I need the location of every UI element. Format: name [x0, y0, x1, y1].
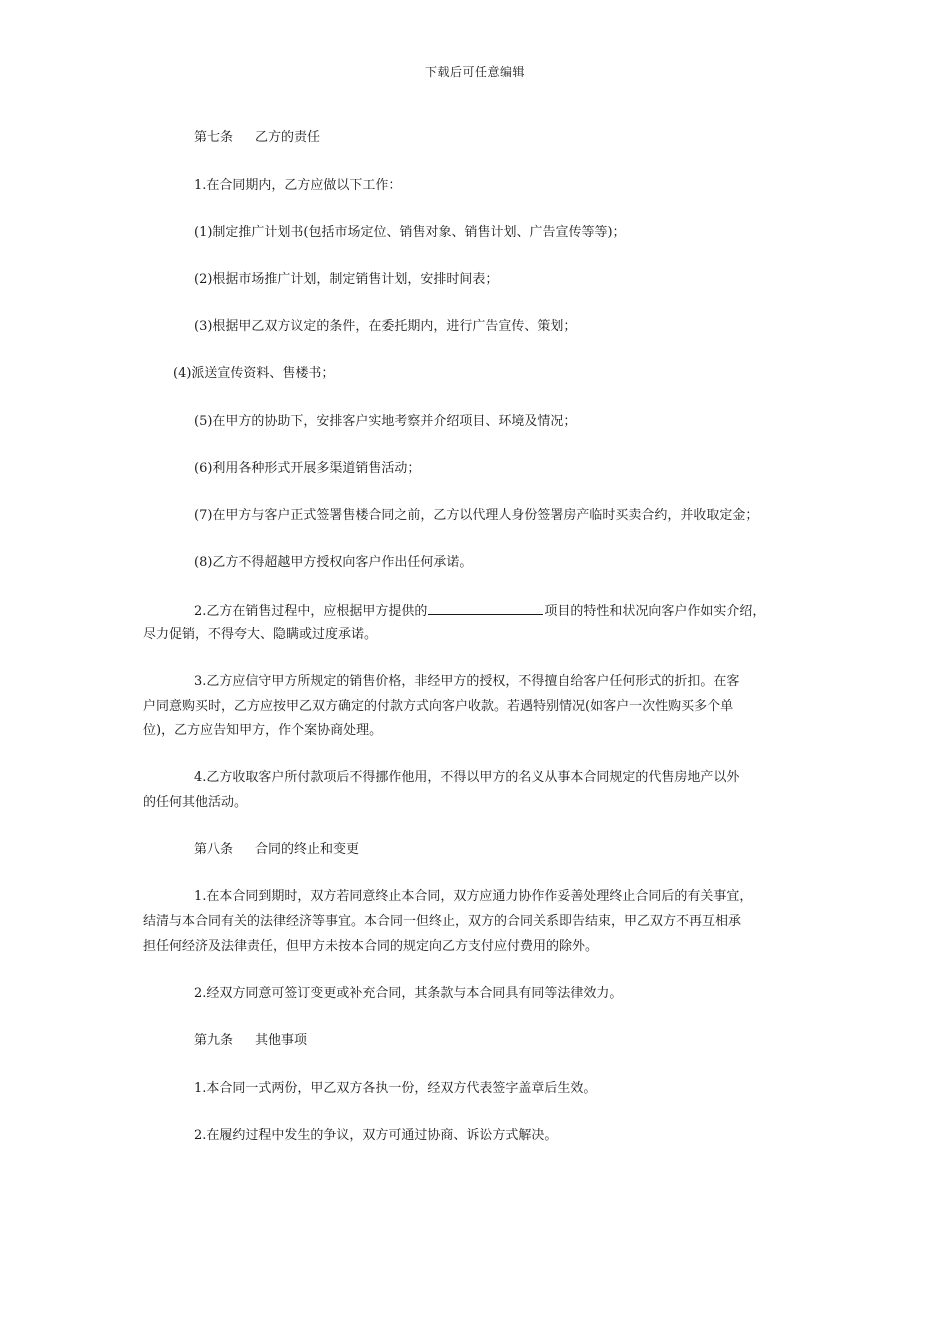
article-7-title: 乙方的责任	[255, 130, 321, 145]
article-7-clause-4-line-2: 的任何其他活动。	[143, 795, 248, 810]
page-header: 下载后可任意编辑	[424, 65, 525, 79]
article-8-clause-1-line-3: 担任何经济及法律责任，但甲方未按本合同的规定向乙方支付应付费用的除外。	[143, 939, 599, 954]
article-9-title: 其他事项	[255, 1033, 308, 1048]
article-7-clause-3-line-3: 位)，乙方应告知甲方，作个案协商处理。	[143, 723, 383, 738]
article-8-number: 第八条	[194, 842, 234, 857]
article-7-clause-4-line-1: 4.乙方收取客户所付款项后不得挪作他用，不得以甲方的名义从事本合同规定的代售房地产以外	[194, 770, 740, 785]
article-7-item-6: (6)利用各种形式开展多渠道销售活动；	[194, 461, 421, 476]
article-7-item-2: (2)根据市场推广计划，制定销售计划，安排时间表；	[194, 272, 499, 287]
article-7-item-7: (7)在甲方与客户正式签署售楼合同之前，乙方以代理人身份签署房产临时买卖合约，并收取定金；	[194, 508, 759, 523]
project-name-blank	[428, 600, 543, 615]
article-7-clause-3-line-2: 户同意购买时，乙方应按甲乙双方确定的付款方式向客户收款。若遇特别情况(如客户一次性购买多个单	[143, 699, 734, 714]
article-7-item-3: (3)根据甲乙双方议定的条件，在委托期内，进行广告宣传、策划；	[194, 319, 577, 334]
article-7-clause-2-line-2: 尽力促销，不得夸大、隐瞒或过度承诺。	[143, 627, 378, 642]
article-8-clause-2: 2.经双方同意可签订变更或补充合同，其条款与本合同具有同等法律效力。	[194, 986, 623, 1001]
article-9-number: 第九条	[194, 1033, 234, 1048]
article-7-clause-3-line-1: 3.乙方应信守甲方所规定的销售价格，非经甲方的授权，不得擅自给客户任何形式的折扣。在客	[194, 674, 740, 689]
article-7-number: 第七条	[194, 130, 234, 145]
article-8-clause-1-line-2: 结清与本合同有关的法律经济等事宜。本合同一但终止，双方的合同关系即告结束，甲乙双方不再互相承	[143, 914, 742, 929]
article-7-clause-1: 1.在合同期内，乙方应做以下工作：	[194, 178, 402, 193]
clause-2-text-b: 项目的特性和状况向客户作如实介绍，	[544, 604, 766, 619]
article-9-clause-2: 2.在履约过程中发生的争议，双方可通过协商、诉讼方式解决。	[194, 1128, 558, 1143]
article-7-item-5: (5)在甲方的协助下，安排客户实地考察并介绍项目、环境及情况；	[194, 414, 577, 429]
article-8-heading	[194, 840, 359, 860]
article-7-clause-2-line-1	[194, 600, 765, 622]
article-7-heading	[194, 128, 320, 148]
article-7-item-1: (1)制定推广计划书(包括市场定位、销售对象、销售计划、广告宣传等等)；	[194, 225, 626, 240]
article-7-item-8: (8)乙方不得超越甲方授权向客户作出任何承诺。	[194, 555, 473, 570]
clause-2-text-a: 2.乙方在销售过程中，应根据甲方提供的	[194, 604, 428, 619]
article-9-heading	[194, 1031, 307, 1051]
article-8-clause-1-line-1: 1.在本合同到期时，双方若同意终止本合同，双方应通力协作作妥善处理终止合同后的有关事宜，	[194, 889, 753, 904]
article-8-title: 合同的终止和变更	[255, 842, 360, 857]
article-7-item-4: (4)派送宣传资料、售楼书；	[173, 366, 335, 381]
article-9-clause-1: 1.本合同一式两份，甲乙双方各执一份，经双方代表签字盖章后生效。	[194, 1081, 597, 1096]
